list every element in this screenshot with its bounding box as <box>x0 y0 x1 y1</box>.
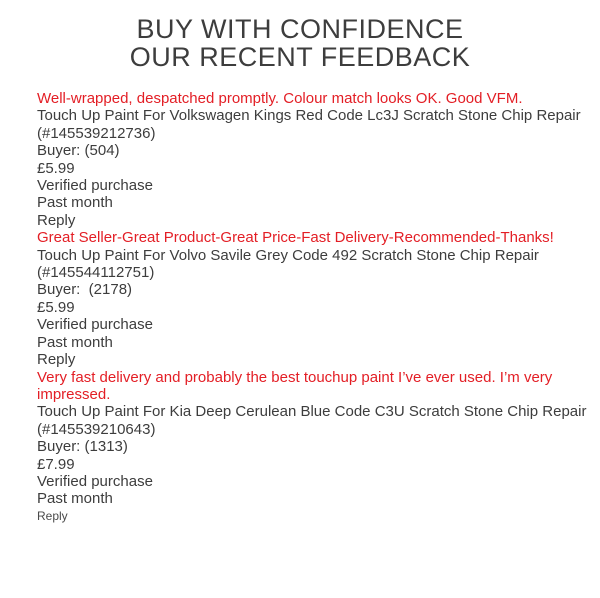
feedback-price: £5.99 <box>37 298 75 316</box>
feedback-period: Past month <box>37 490 113 508</box>
feedback-period: Past month <box>37 333 113 351</box>
feedback-item-title: Touch Up Paint For Volvo Savile Grey Code 492 Scratch Stone Chip Repair (#145544112751) <box>37 246 544 282</box>
reply-link[interactable]: Reply <box>37 351 76 369</box>
feedback-buyer: Buyer: (2178) <box>37 281 133 299</box>
feedback-period: Past month <box>37 194 113 212</box>
feedback-price: £7.99 <box>37 455 75 473</box>
verified-purchase-label: Verified purchase <box>37 316 153 334</box>
feedback-price: £5.99 <box>37 159 75 177</box>
feedback-entry <box>37 229 592 368</box>
feedback-list <box>0 71 600 524</box>
feedback-entry <box>37 369 592 524</box>
feedback-item-title: Touch Up Paint For Kia Deep Cerulean Blue Code C3U Scratch Stone Chip Repair (#145539210643) <box>37 403 591 438</box>
feedback-comment: Well-wrapped, despatched promptly. Colour match looks OK. Good VFM. <box>37 90 523 107</box>
reply-link[interactable]: Reply <box>37 508 68 523</box>
page-title-line2: OUR RECENT FEEDBACK <box>129 41 471 72</box>
page-title <box>0 0 600 71</box>
verified-purchase-label: Verified purchase <box>37 472 153 490</box>
verified-purchase-label: Verified purchase <box>37 177 153 195</box>
feedback-buyer: Buyer: (504) <box>37 142 120 160</box>
feedback-entry <box>37 90 592 229</box>
feedback-comment: Very fast delivery and probably the best touchup paint I’ve ever used. I’m very impressed. <box>37 368 557 403</box>
page-title-line1: BUY WITH CONFIDENCE <box>136 14 464 44</box>
feedback-buyer: Buyer: (1313) <box>37 438 128 456</box>
feedback-item-title: Touch Up Paint For Volkswagen Kings Red Code Lc3J Scratch Stone Chip Repair (#145539212736) <box>37 107 585 142</box>
feedback-comment: Great Seller-Great Product-Great Price-Fast Delivery-Recommended-Thanks! <box>37 229 554 247</box>
reply-link[interactable]: Reply <box>37 211 76 229</box>
